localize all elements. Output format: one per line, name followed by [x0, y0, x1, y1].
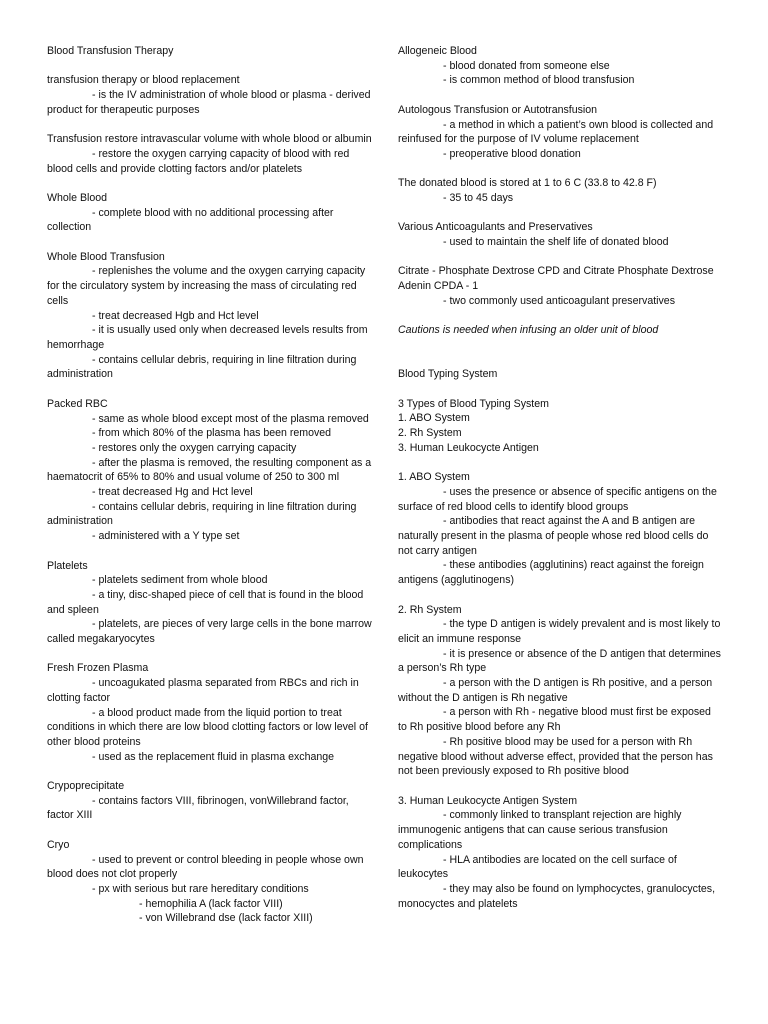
blank-line — [398, 309, 722, 324]
bullet-line: - platelets, are pieces of very large cells in the bone marrow called megakaryocytes — [47, 618, 372, 646]
heading-line: Autologous Transfusion or Autotransfusion — [398, 103, 598, 116]
heading-line: Blood Typing System — [398, 368, 498, 381]
heading-line: 1. ABO System — [398, 412, 470, 425]
blank-line — [398, 382, 722, 397]
bullet-line: - a blood product made from the liquid portion to treat conditions in which there are low blood clotting factors or low level of other blood proteins — [47, 706, 368, 748]
blank-line — [47, 382, 373, 397]
bullet-line: - used as the replacement fluid in plasma exchange — [92, 750, 335, 763]
bullet-line: - they may also be found on lymphocyctes, granulocyctes, monocyctes and platelets — [398, 882, 716, 910]
bullet-line: - administered with a Y type set — [92, 530, 240, 543]
blank-line — [398, 88, 722, 103]
bullet-line: - treat decreased Hg and Hct level — [92, 486, 253, 499]
bullet-line: - preoperative blood donation — [443, 147, 581, 160]
heading-line: Whole Blood Transfusion — [47, 250, 165, 263]
bullet-line: - it is presence or absence of the D antigen that determines a person’s Rh type — [398, 647, 721, 675]
blank-line — [47, 544, 373, 559]
heading-line: 2. Rh System — [398, 427, 462, 440]
bullet-line: - Rh positive blood may be used for a person with Rh negative blood without adverse effect, provided that the person has not been previously exposed to Rh positive blood — [398, 735, 713, 778]
bullet-line: - after the plasma is removed, the resulting component as a haematocrit of 65% to 80% and usual volume of 250 to 300 ml — [47, 456, 372, 484]
blank-line — [398, 353, 722, 368]
bullet-line: - a method in which a patient’s own blood is collected and reinfused for the purpose of IV volume replacement — [398, 118, 714, 146]
bullet-line: - antibodies that react against the A and B antigen are naturally present in the plasma of people whose red blood cells do not carry antigen — [398, 515, 709, 557]
bullet-line: - a person with the D antigen is Rh positive, and a person without the D antigen is Rh negative — [398, 677, 713, 704]
blank-line — [398, 338, 722, 353]
blank-line — [47, 176, 373, 191]
heading-line: Packed RBC — [47, 397, 108, 410]
bullet-line: - the type D antigen is widely prevalent and is most likely to elicit an immune response — [398, 618, 721, 645]
bullet-line: - 35 to 45 days — [443, 192, 514, 204]
bullet-line: - used to prevent or control bleeding in people whose own blood does not clot properly — [47, 853, 364, 881]
blank-line — [47, 647, 373, 662]
bullet-line: - uses the presence or absence of specific antigens on the surface of red blood cells to identify blood groups — [398, 485, 717, 513]
heading-line: Blood Transfusion Therapy — [47, 45, 174, 57]
blank-line — [398, 456, 722, 471]
bullet-line: - treat decreased Hgb and Hct level — [92, 309, 259, 322]
heading-line: 1. ABO System — [398, 471, 470, 484]
heading-line: Crypoprecipitate — [47, 780, 125, 793]
bullet-line: - from which 80% of the plasma has been removed — [92, 427, 332, 440]
heading-line: 3. Human Leukocycte Antigen System — [398, 794, 578, 807]
heading-line: 3 Types of Blood Typing System — [398, 397, 549, 410]
bullet-line: - commonly linked to transplant rejection are highly immunogenic antigens that can cause serious transfusion complications — [398, 809, 682, 851]
heading-line: Fresh Frozen Plasma — [47, 662, 149, 675]
bullet-line: - is common method of blood transfusion — [443, 74, 635, 87]
heading-line: 3. Human Leukocycte Antigen — [398, 441, 539, 454]
bullet-line: - contains cellular debris, requiring in line filtration during administration — [47, 500, 357, 528]
blank-line — [47, 823, 373, 838]
bullet-line: - replenishes the volume and the oxygen carrying capacity for the circulatory system by increasing the mass of circulating red cells — [47, 265, 366, 307]
heading-line: Citrate - Phosphate Dextrose CPD and Citrate Phosphate Dextrose Adenin CPDA - 1 — [398, 265, 714, 293]
heading-line: 2. Rh System — [398, 603, 462, 616]
bullet-line: - platelets sediment from whole blood — [92, 574, 268, 587]
heading-line: The donated blood is stored at 1 to 6 C (33.8 to 42.8 F) — [398, 177, 657, 190]
bullet-line: - HLA antibodies are located on the cell surface of leukocytes — [398, 853, 677, 881]
blank-line — [47, 764, 373, 779]
bullet-line: - a tiny, disc-shaped piece of cell that is found in the blood and spleen — [47, 588, 364, 616]
bullet-line: - complete blood with no additional processing after collection — [47, 206, 334, 234]
blank-line — [398, 206, 722, 221]
bullet-line: - same as whole blood except most of the plasma removed — [92, 412, 369, 425]
bullet-line: - blood donated from someone else — [443, 59, 610, 72]
blank-line — [398, 250, 722, 265]
bullet-line: - is the IV administration of whole blood or plasma - derived product for therapeutic purposes — [47, 89, 371, 116]
blank-line — [47, 118, 373, 133]
heading-line: Platelets — [47, 559, 88, 572]
right-column — [398, 44, 722, 911]
bullet-line: - contains cellular debris, requiring in line filtration during administration — [47, 353, 357, 381]
bullet-line: - hemophilia A (lack factor VIII) — [139, 897, 283, 910]
heading-line: Whole Blood — [47, 191, 108, 204]
bullet-line: - restores only the oxygen carrying capacity — [92, 441, 297, 454]
blank-line — [398, 162, 722, 177]
bullet-line: - used to maintain the shelf life of donated blood — [443, 236, 669, 249]
blank-line — [47, 59, 373, 74]
heading-line: Allogeneic Blood — [398, 45, 477, 57]
bullet-line: - px with serious but rare hereditary conditions — [92, 882, 309, 895]
blank-line — [47, 235, 373, 250]
blank-line — [398, 588, 722, 603]
bullet-line: - two commonly used anticoagulant preservatives — [443, 294, 675, 307]
heading-line: Transfusion restore intravascular volume with whole blood or albumin — [47, 133, 372, 146]
heading-line: Various Anticoagulants and Preservatives — [398, 221, 593, 234]
bullet-line: - these antibodies (agglutinins) react against the foreign antigens (agglutinogens) — [398, 559, 704, 587]
bullet-line: - restore the oxygen carrying capacity of blood with red blood cells and provide clotting factors and/or platelets — [47, 147, 350, 175]
blank-line — [398, 779, 722, 794]
left-column — [47, 44, 373, 926]
bullet-line: - uncoagukated plasma separated from RBCs and rich in clotting factor — [47, 677, 359, 704]
bullet-line: - contains factors VIII, fibrinogen, vonWillebrand factor, factor XIII — [47, 794, 349, 822]
heading-line: transfusion therapy or blood replacement — [47, 74, 240, 87]
heading-line: Cryo — [47, 838, 70, 851]
heading-line: Cautions is needed when infusing an older unit of blood — [398, 324, 659, 337]
bullet-line: - von Willebrand dse (lack factor XIII) — [139, 912, 313, 925]
bullet-line: - a person with Rh - negative blood must first be exposed to Rh positive blood before any Rh — [398, 706, 711, 734]
bullet-line: - it is usually used only when decreased levels results from hemorrhage — [47, 324, 368, 351]
